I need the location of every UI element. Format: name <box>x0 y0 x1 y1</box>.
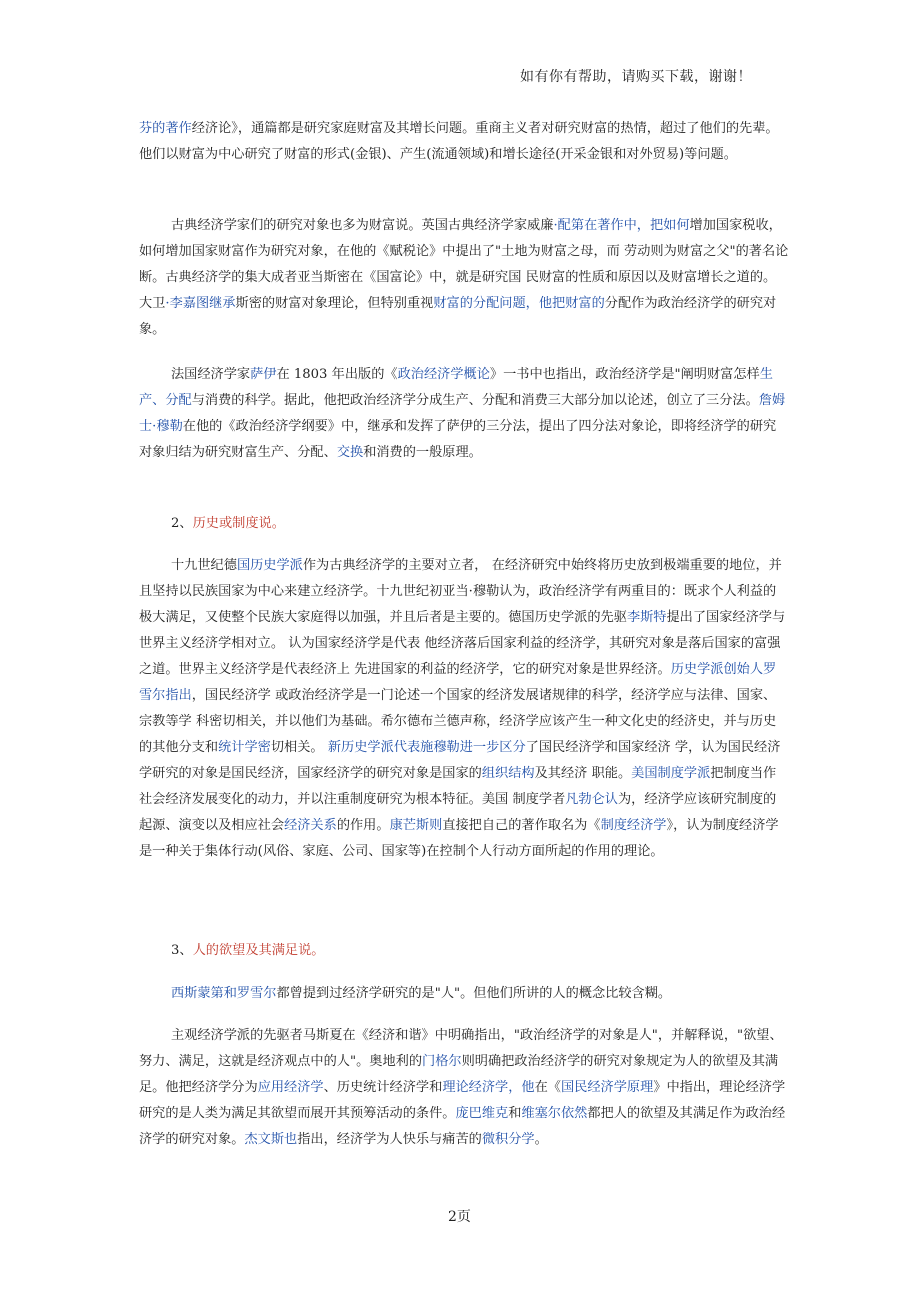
text-run: 经济论》，通篇都是研究家庭财富及其增长问题。重商主义者对研究财富的热情，超过了他们的先辈。他们以财富为中心研究了财富的形式(金银)、产生(流通领域)和增长途径(开采金银和对外贸易)等问题。 <box>139 121 779 162</box>
text-run: 直接把自己的著作取名为《 <box>442 818 601 833</box>
link-text[interactable]: 生产、分配 <box>139 367 773 408</box>
text-run: 主观经济学派的先驱者马斯夏在《经济和谐》中明确指出，"政治经济学的对象是人"，并解释说，"欲望、努力、满足，这就是经济观点中的人"。奥地利的 <box>139 1028 783 1069</box>
paragraph-2 <box>139 213 789 343</box>
link-text[interactable]: 交换 <box>336 445 364 460</box>
text-run: 都把人的欲望及其满足作为政治经济学的研究对象。 <box>139 1106 786 1147</box>
link-text[interactable]: 国历史学派 <box>236 558 303 573</box>
link-text[interactable]: 杰文斯也 <box>244 1132 298 1147</box>
link-text[interactable]: 政治经济学概论 <box>397 367 490 382</box>
text-run: 的作用。 <box>336 818 390 833</box>
text-run: 》一书中也指出，政治经济学是"阐明财富怎样 <box>489 367 760 382</box>
text-run: 指出，经济学为人快乐与痛苦的 <box>297 1132 482 1147</box>
text-run: 2、 <box>171 516 193 531</box>
text-run: 及其经济 职能。 <box>534 766 632 781</box>
link-text[interactable]: 经济关系 <box>284 818 337 833</box>
paragraph-6 <box>139 1023 789 1153</box>
link-text[interactable]: 詹姆士·穆勒 <box>139 393 786 434</box>
text-run: 增加国家税收，如何增加国家财富作为研究对象，在他的《赋税论》中提出了"土地为财富之母，而 劳动则为财富之父"的著名论断。古典经济学的集大成者亚当斯密在《国富论》中，就是研究国 民财富的性质和原因以及财富增长之道的。大卫 <box>139 218 789 311</box>
link-text[interactable]: 人的欲望及其满足说。 <box>192 943 325 958</box>
text-run: 法国经济学家 <box>171 367 251 382</box>
text-run: 切相关。 <box>270 740 328 755</box>
paragraph-1 <box>139 116 789 168</box>
page-number: 2页 <box>448 1209 471 1225</box>
paragraph-3 <box>139 362 789 466</box>
link-text[interactable]: 美国制度学派 <box>631 766 711 781</box>
text-run: 了国民经济学和国家经济 学，认为国民经济学研究的对象是国民经济，国家经济学的研究对象是国家的 <box>139 740 781 781</box>
text-run: 分配作为政治经济学的研究对象。 <box>139 296 777 337</box>
link-text[interactable]: 微积分学 <box>481 1132 535 1147</box>
link-text[interactable]: 国民经济学原理 <box>561 1080 654 1095</box>
link-text[interactable]: 组织结构 <box>481 766 535 781</box>
text-run: 在 1803 年出版的《 <box>276 367 398 382</box>
paragraph-5 <box>139 981 789 1007</box>
text-run: 3、 <box>171 943 193 958</box>
link-text[interactable]: 萨伊 <box>250 367 277 382</box>
text-run: 与消费的科学。据此，他把政治经济学分成生产、分配和消费三大部分加以论述，创立了三分法。 <box>191 393 759 408</box>
link-text[interactable]: 理论经济学，他 <box>442 1080 535 1095</box>
link-text[interactable]: 历史或制度说。 <box>192 516 285 531</box>
link-text[interactable]: ·李嘉图继承 <box>165 296 236 311</box>
link-text[interactable]: 凡勃仑认 <box>565 792 618 807</box>
link-text[interactable]: 维塞尔依然 <box>521 1106 588 1121</box>
link-text[interactable]: 应用经济学 <box>257 1080 324 1095</box>
link-text[interactable]: 制度经济学 <box>600 818 667 833</box>
text-run: 在他的《政治经济学纲要》中，继承和发挥了萨伊的三分法，提出了四分法对象论，即将经济学的研究对象归结为研究财富生产、分配、 <box>139 419 777 460</box>
paragraph-4 <box>139 553 789 865</box>
link-text[interactable]: 财富的分配问题，他把财富的 <box>433 296 605 311</box>
text-run: 为，经济学应该研究制度的起源、演变以及相应社会 <box>139 792 777 833</box>
text-run: 斯密的财富对象理论，但特别重视 <box>235 296 434 311</box>
link-text[interactable]: 西斯蒙第和罗雪尔 <box>171 986 277 1001</box>
text-run: 和 <box>508 1106 522 1121</box>
link-text[interactable]: ·配第在著作中，把如何 <box>553 218 690 233</box>
section-heading-2 <box>171 512 285 531</box>
link-text[interactable]: 新历史学派代表施穆勒进一步区分 <box>327 740 526 755</box>
text-run: 和消费的一般原理。 <box>363 445 482 460</box>
link-text[interactable]: 康芒斯则 <box>389 818 443 833</box>
page-header: 如有你有帮助，请购买下载，谢谢！ <box>520 69 752 85</box>
section-heading-3 <box>171 939 324 958</box>
link-text[interactable]: 庞巴维克 <box>455 1106 509 1121</box>
text-run: 》中指出，理论经济学研究的是人类为满足其欲望而展开其预筹活动的条件。 <box>139 1080 786 1121</box>
link-text[interactable]: 李斯特 <box>626 610 667 625</box>
text-run: 十九世纪德 <box>171 558 237 573</box>
text-run: 则明确把政治经济学的研究对象规定为人的欲望及其满足。他把经济学分为 <box>139 1054 779 1095</box>
link-text[interactable]: 芬的著作 <box>139 121 192 136</box>
link-text[interactable]: 门格尔 <box>422 1054 462 1069</box>
text-run: 。 <box>534 1132 548 1147</box>
text-run: 在《 <box>534 1080 561 1095</box>
link-text[interactable]: 历史学派创始人罗雪尔指出 <box>139 662 777 703</box>
text-run: 、历史统计经济学和 <box>323 1080 443 1095</box>
text-run: 提出了国家经济学与世界主义经济学相对立。 认为国家经济学是代表 他经济落后国家利益的经济学，其研究对象是落后国家的富强之道。世界主义经济学是代表经济上 先进国家的利益的经济学，它的研究对象是世界经济。 <box>139 610 786 677</box>
text-run: 古典经济学家们的研究对象也多为财富说。英国古典经济学家威廉 <box>171 218 554 233</box>
text-run: 都曾提到过经济学研究的是"人"。但他们所讲的人的概念比较含糊。 <box>276 986 672 1001</box>
text-run: 把制度当作社会经济发展变化的动力，并以注重制度研究为根本特征。美国 制度学者 <box>139 766 777 807</box>
text-run: 作为古典经济学的主要对立者， 在经济研究中始终将历史放到极端重要的地位，并且坚持以民族国家为中心来建立经济学。十九世纪初亚当·穆勒认为，政治经济学有两重目的：既求个人利益的极大满足，又使整个民族大家庭得以加强，并且后者是主要的。德国历史学派的先驱 <box>139 558 782 625</box>
text-run: ，国民经济学 或政治经济学是一门论述一个国家的经济发展诸规律的科学，经济学应与法律、国家、宗教等学 科密切相关，并以他们为基础。希尔德布兰德声称，经济学应该产生一种文化史的经济史，并与历史的其他分支和 <box>139 688 777 755</box>
text-run: 》，认为制度经济学是一种关于集体行动(风俗、家庭、公司、国家等)在控制个人行动方面所起的作用的理论。 <box>139 818 779 859</box>
link-text[interactable]: 统计学密 <box>218 740 271 755</box>
